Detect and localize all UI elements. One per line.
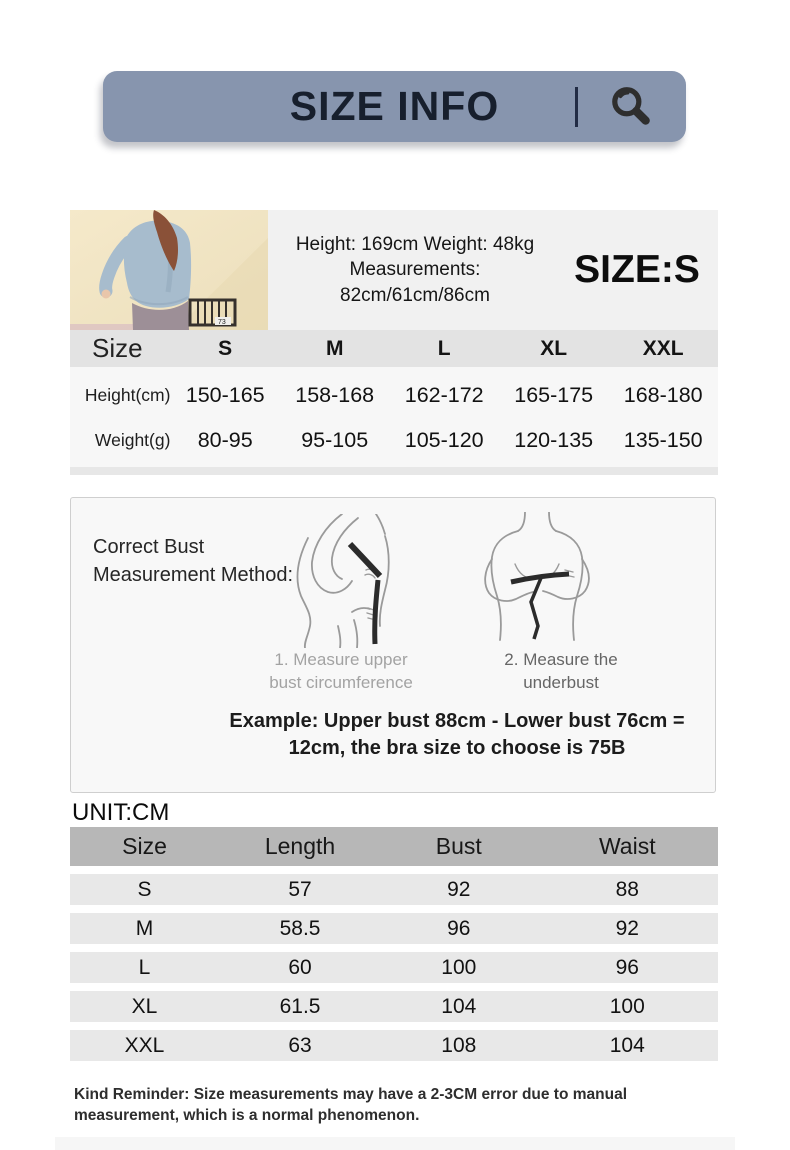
size-range-table (70, 330, 718, 475)
measurements-table (70, 827, 718, 1061)
size-range-table-body (70, 367, 718, 467)
value-cell: 162-172 (404, 383, 484, 407)
row-label: Height(cm) (84, 385, 171, 405)
value-cell: 120-135 (514, 428, 594, 452)
underbust-measure-figure (481, 512, 593, 648)
bust-example-text: Example: Upper bust 88cm - Lower bust 76cm = 12cm, the bra size to choose is 75B (229, 710, 685, 759)
model-info-section (70, 210, 718, 330)
value-cell: 165-175 (514, 383, 594, 407)
unit-label: UNIT:CM (72, 799, 170, 826)
header-cell-xl: XL (540, 336, 568, 360)
model-measurements-label: Measurements: (349, 259, 481, 281)
model-measurements-values: 82cm/61cm/86cm (340, 284, 490, 306)
step1-caption: 1. Measure upper bust circumference (269, 650, 413, 692)
model-stats (268, 232, 556, 309)
header-cell-size: Size (92, 333, 143, 363)
header-cell-s: S (218, 336, 233, 360)
model-stats-panel (268, 210, 718, 330)
table-row-height (70, 373, 718, 418)
measurements-table-header (70, 827, 718, 866)
value-cell: 168-180 (623, 383, 703, 407)
table-footer-strip (70, 467, 718, 475)
model-size-label: SIZE:S (574, 248, 700, 291)
cart-tag-label: 73 (218, 319, 226, 326)
bust-guide-title: Correct Bust Measurement Method: (93, 536, 294, 586)
size-range-table-header (70, 330, 718, 367)
model-photo (70, 210, 268, 330)
header-cell-waist: Waist (598, 833, 656, 859)
banner-divider (575, 87, 578, 127)
bottom-divider-strip (55, 1137, 735, 1150)
table-row-m: M 58.5 96 92 (70, 913, 718, 944)
value-cell: 135-150 (623, 428, 703, 452)
value-cell: 80-95 (197, 428, 253, 452)
header-cell-xxl: XXL (642, 336, 684, 360)
model-height-weight: Height: 169cm Weight: 48kg (295, 233, 535, 255)
value-cell: 158-168 (295, 383, 375, 407)
header-cell-l: L (437, 336, 451, 360)
table-row-xl: XL 61.5 104 100 (70, 991, 718, 1022)
bust-measurement-guide (70, 497, 716, 793)
value-cell: 95-105 (301, 428, 369, 452)
header-cell-size: Size (122, 833, 167, 859)
table-row-s: S 57 92 88 (70, 874, 718, 905)
size-info-banner (103, 71, 686, 142)
header-cell-bust: Bust (435, 833, 482, 859)
table-row-xxl: XXL 63 108 104 (70, 1030, 718, 1061)
step2-caption: 2. Measure the underbust (504, 650, 618, 692)
value-cell: 150-165 (185, 383, 265, 407)
table-row-weight (70, 418, 718, 463)
page-title: SIZE INFO (289, 83, 500, 129)
upper-bust-measure-figure (286, 514, 394, 648)
header-cell-length: Length (264, 833, 336, 859)
row-label: Weight(g) (94, 430, 171, 450)
header-cell-m: M (325, 336, 344, 360)
magnifier-icon[interactable] (608, 84, 654, 130)
table-row-l: L 60 100 96 (70, 952, 718, 983)
kind-reminder: Kind Reminder: Size measurements may have a 2-3CM error due to manual measurement, which is a normal phenomenon. (74, 1086, 628, 1124)
value-cell: 105-120 (404, 428, 484, 452)
